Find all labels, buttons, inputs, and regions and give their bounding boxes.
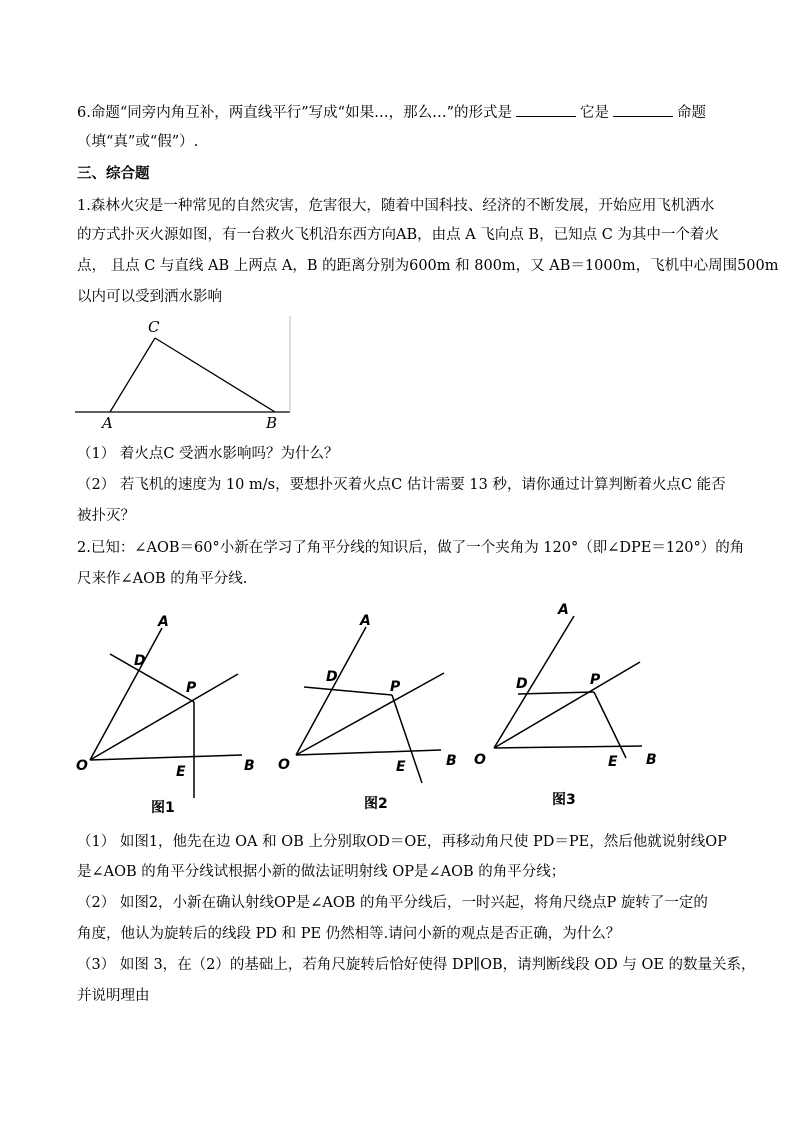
q6-line-2: （填“真”或“假”）. xyxy=(77,134,199,150)
p2-line-2: 尺来作∠AOB 的角平分线. xyxy=(77,571,248,587)
q6-line-1 xyxy=(77,102,727,123)
section-3-title: 三、综合题 xyxy=(77,166,150,182)
fig2-label-B: B xyxy=(446,753,457,769)
p2-line-1: 2.已知：∠AOB＝60°小新在学习了角平分线的知识后，做了一个夹角为 120°（即∠DPE＝120°）的角 xyxy=(77,540,745,556)
fig1-label-P: P xyxy=(186,680,197,696)
fig3-label-E: E xyxy=(608,754,618,770)
fig2-caption: 图2 xyxy=(364,796,388,812)
fig2-label-P: P xyxy=(390,679,401,695)
p2-q1-line-2: 是∠AOB 的角平分线试根据小新的做法证明射线 OP是∠AOB 的角平分线； xyxy=(77,864,566,880)
p1-q2-line-1: （2） 若飞机的速度为 10 m/s，要想扑灭着火点C 估计需要 13 秒，请你通过计算判断着火点C 能否 xyxy=(77,477,726,493)
fig3-label-A: A xyxy=(558,602,569,618)
fig1-label-A: A xyxy=(158,614,169,630)
q6-text-a: 6.命题“同旁内角互补，两直线平行”写成“如果…，那么…”的形式是 xyxy=(77,105,512,121)
p2-q3-line-1: （3） 如图 3，在（2）的基础上，若角尺旋转后恰好使得 DP∥OB，请判断线段 OD 与 OE 的数量关系， xyxy=(77,957,756,973)
fig1-label-E: E xyxy=(176,764,186,780)
p2-q3-line-2: 并说明理由 xyxy=(77,988,150,1004)
q6-blank-1[interactable] xyxy=(516,102,576,117)
p1-line-4: 以内可以受到洒水影响 xyxy=(77,289,222,305)
p1-line-1: 1.森林火灾是一种常见的自然灾害，危害很大，随着中国科技、经济的不断发展，开始应用飞机洒水 xyxy=(77,198,715,214)
p1-q1: （1） 着火点C 受洒水影响吗？为什么？ xyxy=(77,446,339,462)
fig2-label-A: A xyxy=(360,613,371,629)
fig3-label-P: P xyxy=(590,672,601,688)
label-B: B xyxy=(266,414,278,432)
p2-q2-line-1: （2） 如图2，小新在确认射线OP是∠AOB 的角平分线后，一时兴起，将角尺绕点P 旋转了一定的 xyxy=(77,895,708,911)
fig3-label-B: B xyxy=(646,752,657,768)
fig3-caption: 图3 xyxy=(552,792,576,808)
fig2-label-O: O xyxy=(278,757,290,773)
q6-blank-2[interactable] xyxy=(613,102,673,117)
fig2-label-D: D xyxy=(326,669,338,685)
p2-figure-2 xyxy=(276,605,466,815)
fig3-label-D: D xyxy=(516,676,528,692)
p2-q1-line-1: （1） 如图1，他先在边 OA 和 OB 上分别取OD＝OE，再移动角尺使 PD＝PE，然后他就说射线OP xyxy=(77,834,727,850)
fig2-label-E: E xyxy=(396,759,406,775)
p2-q2-line-2: 角度，他认为旋转后的线段 PD 和 PE 仍然相等.请问小新的观点是否正确，为什么？ xyxy=(77,926,621,942)
label-C: C xyxy=(148,318,160,336)
p1-triangle-figure xyxy=(70,316,300,436)
fig1-label-B: B xyxy=(244,758,255,774)
q6-text-c: 命题 xyxy=(676,105,706,121)
p2-figure-3 xyxy=(470,598,670,808)
q6-text-b: 它是 xyxy=(579,105,609,121)
p2-figure-1 xyxy=(76,610,266,820)
fig1-label-D: D xyxy=(134,653,146,669)
p1-line-3: 点， 且点 C 与直线 AB 上两点 A，B 的距离分别为600m 和 800m，又 AB＝1000m，飞机中心周围500m xyxy=(77,258,779,274)
fig1-caption: 图1 xyxy=(151,800,175,816)
p1-line-2: 的方式扑灭火源如图，有一台救火飞机沿东西方向AB，由点 A 飞向点 B，已知点 C 为其中一个着火 xyxy=(77,227,719,243)
p1-q2-line-2: 被扑灭？ xyxy=(77,508,135,524)
label-A: A xyxy=(102,414,113,432)
fig3-label-O: O xyxy=(474,752,486,768)
fig1-label-O: O xyxy=(76,758,88,774)
